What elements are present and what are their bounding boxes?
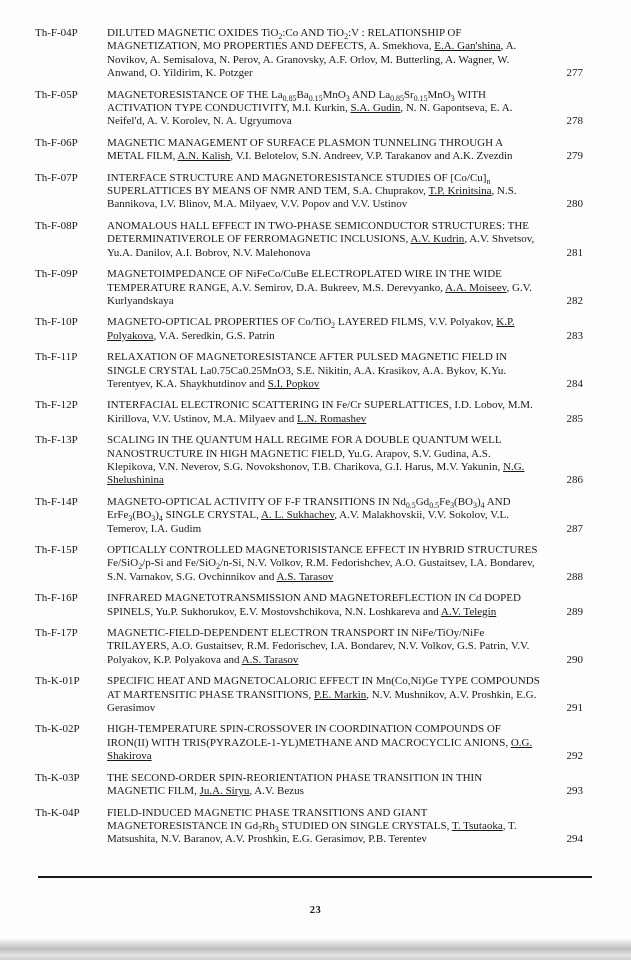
toc-entry: [35, 316, 583, 343]
session-code: Th-F-08P: [35, 219, 78, 232]
toc-entry: [35, 351, 583, 391]
entry-page-number: 287: [566, 522, 583, 535]
toc-entry: [35, 544, 583, 584]
toc-entry: [35, 496, 583, 536]
session-code: Th-F-12P: [35, 399, 78, 412]
entry-page-number: 286: [566, 474, 583, 487]
entry-page-number: 294: [566, 833, 583, 846]
toc-entry: [35, 172, 583, 212]
session-code: Th-K-03P: [35, 771, 80, 784]
entry-title: SCALING IN THE QUANTUM HALL REGIME FOR A DOUBLE QUANTUM WELL NANOSTRUCTURE IN HIGH MAGNETIC FIELD, Yu.G. Arapov, S.V. Gudina, A.S. Klepikova, V.N. Neverov, S.G. Novokshonov, T.B. Charikova, G.I. Harus, M.V. Yakunin, N.G. Shelushinina: [107, 434, 525, 487]
entry-page-number: 290: [566, 653, 583, 666]
session-code: Th-F-09P: [35, 268, 78, 281]
entry-page-number: 277: [566, 67, 583, 80]
session-code: Th-K-01P: [35, 675, 80, 688]
session-code: Th-F-14P: [35, 495, 78, 508]
entry-title: FIELD-INDUCED MAGNETIC PHASE TRANSITIONS AND GIANT MAGNETORESISTANCE IN $Gd_7Rh_3$ STUDIED ON SINGLE CRYSTALS, T. Tsutaoka, T. Matsushita, N.V. Baranov, A.V. Proshkin, E.G. Gerasimov, P.B. Terentev: [107, 806, 517, 846]
entry-title: OPTICALLY CONTROLLED MAGNETORISISTANCE EFFECT IN HYBRID STRUCTURES Fe/SiO$_2$/p-Si and Fe/SiO$_2$/n-Si, N.V. Volkov, R.M. Fedorishchev, A.O. Gustaitsev, I.A. Bondarev, S.N. Varnakov, S.G. Ovchinnikov and A.S. Tarasov: [107, 544, 538, 583]
session-code: Th-F-04P: [35, 27, 78, 39]
toc-entry: [35, 268, 583, 308]
page-number: 23: [309, 905, 322, 916]
entry-page-number: 288: [566, 570, 583, 583]
toc-entry: [35, 772, 583, 799]
entry-title: DILUTED MAGNETIC OXIDES TiO$_2$:Co AND TiO$_2$:V : RELATIONSHIP OF MAGNETIZATION, MO PROPERTIES AND DEFECTS, A. Smekhova, E.A. Gan'shina, A. Novikov, A. Semisalova, N. Perov, A. Granovsky, A.F. Orlov, M. Butterling, A. Wagner, W. Anwand, O. Yildirim, K. Potzger: [107, 27, 517, 80]
session-code: Th-F-05P: [35, 88, 78, 101]
toc-entry: [35, 399, 583, 426]
entry-page-number: 292: [566, 750, 583, 763]
entry-title: INTERFACE STRUCTURE AND MAGNETORESISTANCE STUDIES OF $[Co/Cu]_n$ SUPERLATTICES BY MEANS OF NMR AND TEM, S.A. Chuprakov, T.P. Krinitsina, N.S. Bannikova, I.V. Blinov, M.A. Milyaev, V.V. Popov and V.V. Ustinov: [107, 171, 517, 211]
entry-title: MAGNETO-OPTICAL PROPERTIES OF Co/TiO$_2$ LAYERED FILMS, V.V. Polyakov, K.P. Polyakova, V.A. Seredkin, G.S. Patrin: [107, 316, 515, 342]
entry-title: HIGH-TEMPERATURE SPIN-CROSSOVER IN COORDINATION COMPOUNDS OF IRON(II) WITH TRIS(PYRAZOLE-1-YL)METHANE AND MACROCYCLIC ANIONS, O.G. Shakirova: [107, 723, 533, 763]
toc-entry: [35, 220, 583, 260]
toc-entry: [35, 723, 583, 763]
session-code: Th-F-07P: [35, 171, 78, 184]
session-code: Th-F-16P: [35, 592, 78, 605]
session-code: Th-F-13P: [35, 434, 78, 447]
toc-entry: [35, 592, 583, 619]
scan-edge-shadow: [0, 938, 631, 960]
entry-page-number: 284: [566, 377, 583, 390]
entry-title: MAGNETIC MANAGEMENT OF SURFACE PLASMON TUNNELING THROUGH A METAL FILM, A.N. Kalish, V.I. Belotelov, S.N. Andreev, V.P. Tarakanov and A.K. Zvezdin: [107, 136, 513, 163]
session-code: Th-F-06P: [35, 136, 78, 149]
session-code: Th-F-17P: [35, 627, 78, 640]
entry-page-number: 279: [566, 150, 583, 163]
session-code: Th-F-10P: [35, 316, 78, 329]
entry-title: MAGNETORESISTANCE OF THE $La_{0.85}Ba_{0.15}MnO_3$ AND $La_{0.85}Sr_{0.15}MnO_3$ WITH ACTIVATION TYPE CONDUCTIVITY, M.I. Kurkin, S.A. Gudin, N. N. Gapontseva, E. A. Neifel'd, A. V. Korolev, N. A. Ugryumova: [107, 88, 513, 128]
entry-page-number: 285: [566, 412, 583, 425]
toc-entry: [35, 807, 583, 847]
footer-rule: [38, 876, 592, 878]
session-code: Th-F-15P: [35, 544, 78, 556]
entry-title: MAGNETIC-FIELD-DEPENDENT ELECTRON TRANSPORT IN NiFe/TiOy/NiFe TRILAYERS, A.O. Gustaitsev, R.M. Fedorischev, I.A. Bondarev, N.V. Volkov, G.S. Patrin, V.V. Polyakov, K.P. Polyakova and A.S. Tarasov: [107, 627, 530, 666]
entry-title: SPECIFIC HEAT AND MAGNETOCALORIC EFFECT IN Mn(Co,Ni)Ge TYPE COMPOUNDS AT MARTENSITIC PHASE TRANSITIONS, P.E. Markin, N.V. Mushnikov, A.V. Proshkin, E.G. Gerasimov: [107, 675, 540, 715]
toc-entry: [35, 675, 583, 715]
entry-title: MAGNETOIMPEDANCE OF NiFeCo/CuBe ELECTROPLATED WIRE IN THE WIDE TEMPERATURE RANGE, A.V. Semirov, D.A. Bukreev, M.S. Derevyanko, A.A. Moiseev, G.V. Kurlyandskaya: [107, 268, 532, 307]
entry-title: MAGNETO-OPTICAL ACTIVITY OF F-F TRANSITIONS IN $Nd_{0.5}Gd_{0.5}Fe_3(BO_3)_4$ AND $ErFe_3(BO_3)_4$ SINGLE CRYSTAL, A. L. Sukhachev, A.V. Malakhovskii, V.V. Sokolov, V.L. Temerov, I.A. Gudim: [107, 495, 511, 535]
toc-entry: [35, 27, 583, 81]
toc-entry: [35, 89, 583, 129]
entry-page-number: 282: [566, 294, 583, 307]
session-code: Th-K-04P: [35, 806, 80, 819]
entry-title: INTERFACIAL ELECTRONIC SCATTERING IN Fe/Cr SUPERLATTICES, I.D. Lobov, M.M. Kirillova, V.V. Ustinov, M.A. Milyaev and L.N. Romashev: [107, 399, 533, 425]
entry-title: ANOMALOUS HALL EFFECT IN TWO-PHASE SEMICONDUCTOR STRUCTURES: THE DETERMINATIVEROLE OF FERROMAGNETIC INCLUSIONS, A.V. Kudrin, A.V. Shvetsov, Yu.A. Danilov, A.I. Bobrov, N.V. Malehonova: [107, 219, 535, 259]
entry-title: THE SECOND-ORDER SPIN-REORIENTATION PHASE TRANSITION IN THIN MAGNETIC FILM, Ju.A. Siryu, A.V. Bezus: [107, 771, 483, 798]
entry-page-number: 281: [566, 246, 583, 259]
toc-entries: [35, 27, 583, 855]
entry-title: RELAXATION OF MAGNETORESISTANCE AFTER PULSED MAGNETIC FIELD IN SINGLE CRYSTAL La0.75Ca0.25MnO3, S.E. Nikitin, A.A. Krasikov, A.A. Bykov, K.Yu. Terentyev, K.A. Shaykhutdinov and S.I. Popkov: [107, 351, 508, 390]
toc-entry: [35, 137, 583, 164]
entry-title: INFRARED MAGNETOTRANSMISSION AND MAGNETOREFLECTION IN Cd DOPED SPINELS, Yu.P. Sukhorukov, E.V. Mostovshchikova, N.N. Loshkareva and A.V. Telegin: [107, 592, 521, 618]
toc-entry: [35, 627, 583, 667]
entry-page-number: 291: [566, 702, 583, 715]
session-code: Th-F-11P: [35, 351, 78, 364]
toc-entry: [35, 434, 583, 488]
entry-page-number: 293: [566, 785, 583, 798]
entry-page-number: 289: [566, 605, 583, 618]
entry-page-number: 283: [566, 329, 583, 342]
session-code: Th-K-02P: [35, 723, 80, 736]
entry-page-number: 280: [566, 198, 583, 211]
entry-page-number: 278: [566, 115, 583, 128]
